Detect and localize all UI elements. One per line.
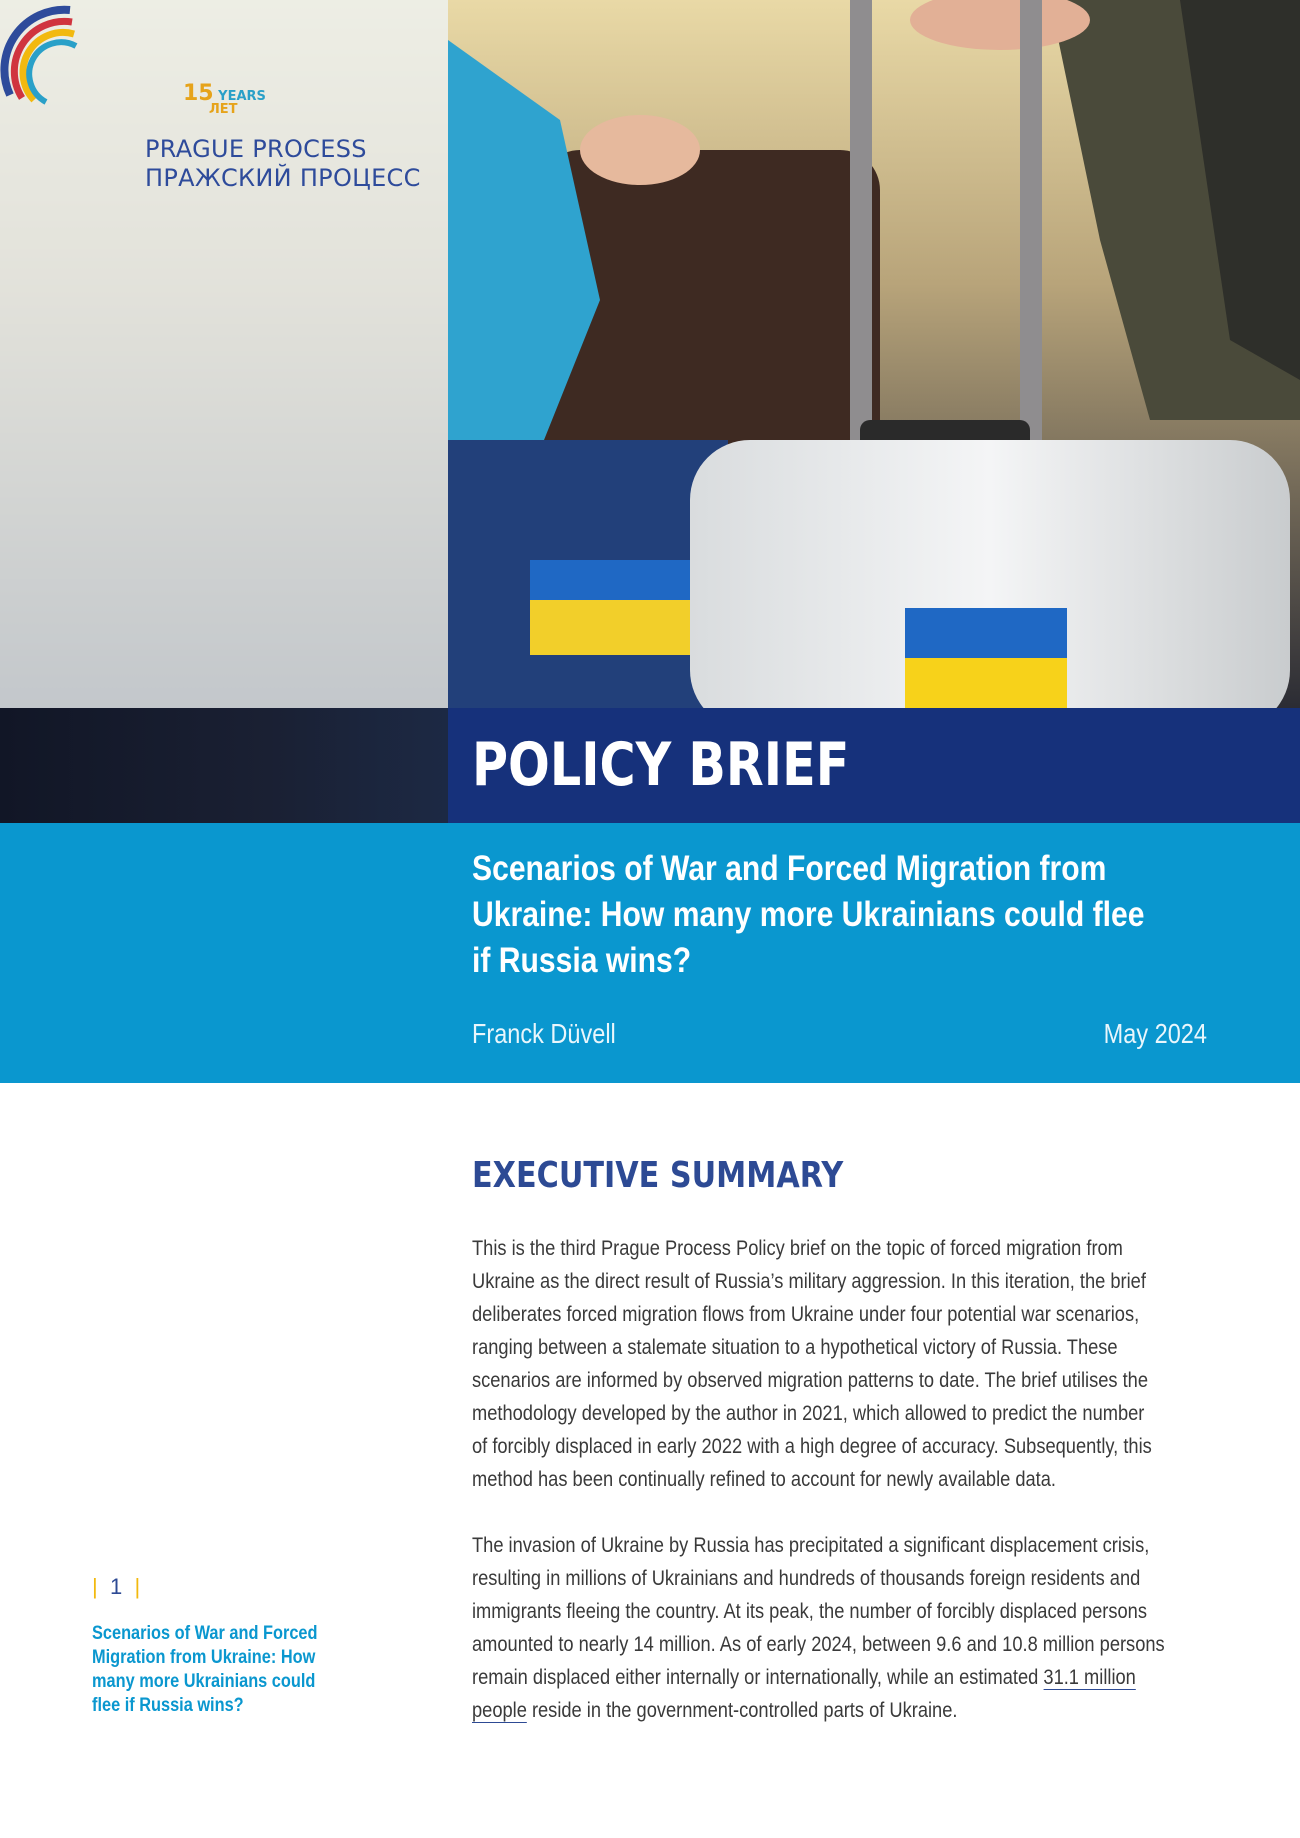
running-title-line: Scenarios of War and Forced [92, 1623, 318, 1644]
text-line: amounted to nearly 14 million. As of early 2024, between 9.6 and 10.8 million persons [472, 1633, 1165, 1656]
text-line: methodology developed by the author in 2021, which allowed to predict the number [472, 1402, 1145, 1425]
population-link[interactable]: 31.1 million [1043, 1666, 1136, 1689]
document-type: POLICY BRIEF [472, 730, 850, 800]
summary-paragraph-1 [472, 1232, 1207, 1496]
text-line: of forcibly displaced in early 2022 with a high degree of accuracy. Subsequently, this [472, 1435, 1152, 1458]
text-fragment: remain displaced either internally or internationally, while an estimated [472, 1666, 1044, 1689]
text-line: Ukraine as the direct result of Russia’s military aggression. In this iteration, the brief [472, 1270, 1146, 1293]
dark-band-left [0, 708, 448, 823]
page-number-value: 1 [109, 1574, 123, 1599]
org-name: PRAGUE PROCESS [145, 135, 367, 163]
text-fragment: reside in the government-controlled parts of Ukraine. [526, 1699, 958, 1722]
page-bar-right: | [134, 1574, 141, 1599]
ukraine-flag-icon [905, 608, 1067, 658]
text-line [472, 1661, 1136, 1694]
text-line: deliberates forced migration flows from Ukraine under four potential war scenarios, [472, 1303, 1140, 1326]
document-title [472, 846, 1232, 984]
summary-paragraph-2 [472, 1529, 1207, 1727]
title-line: Ukraine: How many more Ukrainians could flee [472, 895, 1145, 934]
logo-years [183, 81, 266, 117]
page-bar-left: | [92, 1574, 98, 1599]
text-line: scenarios are informed by observed migration patterns to date. The brief utilises the [472, 1369, 1149, 1392]
author: Franck Düvell [472, 1018, 616, 1049]
years-number: 15 [183, 81, 214, 106]
logo-wordmark [145, 135, 421, 193]
cover-photo [0, 0, 1300, 708]
page-number [92, 1572, 140, 1602]
running-title [92, 1622, 342, 1718]
publication-date: May 2024 [1103, 1018, 1207, 1049]
text-line: immigrants fleeing the country. At its peak, the number of forcibly displaced persons [472, 1600, 1147, 1623]
section-heading: EXECUTIVE SUMMARY [472, 1155, 844, 1196]
population-link-continued[interactable]: people [472, 1699, 527, 1722]
org-name-ru: ПРАЖСКИЙ ПРОЦЕСС [145, 164, 421, 192]
years-label: YEARS [218, 89, 266, 104]
running-title-line: many more Ukrainians could [92, 1671, 316, 1692]
running-title-line: flee if Russia wins? [92, 1695, 244, 1716]
text-line [472, 1694, 1111, 1727]
text-line: This is the third Prague Process Policy brief on the topic of forced migration from [472, 1237, 1123, 1260]
running-title-line: Migration from Ukraine: How [92, 1647, 316, 1668]
text-line: resulting in millions of Ukrainians and hundreds of thousands foreign residents and [472, 1567, 1141, 1590]
text-line: The invasion of Ukraine by Russia has precipitated a significant displacement crisis, [472, 1534, 1150, 1557]
years-label-ru: ЛЕТ [209, 102, 238, 117]
title-line: if Russia wins? [472, 941, 692, 980]
title-line: Scenarios of War and Forced Migration from [472, 849, 1107, 888]
text-line: method has been continually refined to account for newly available data. [472, 1468, 1057, 1491]
text-line: ranging between a stalemate situation to a hypothetical victory of Russia. These [472, 1336, 1118, 1359]
